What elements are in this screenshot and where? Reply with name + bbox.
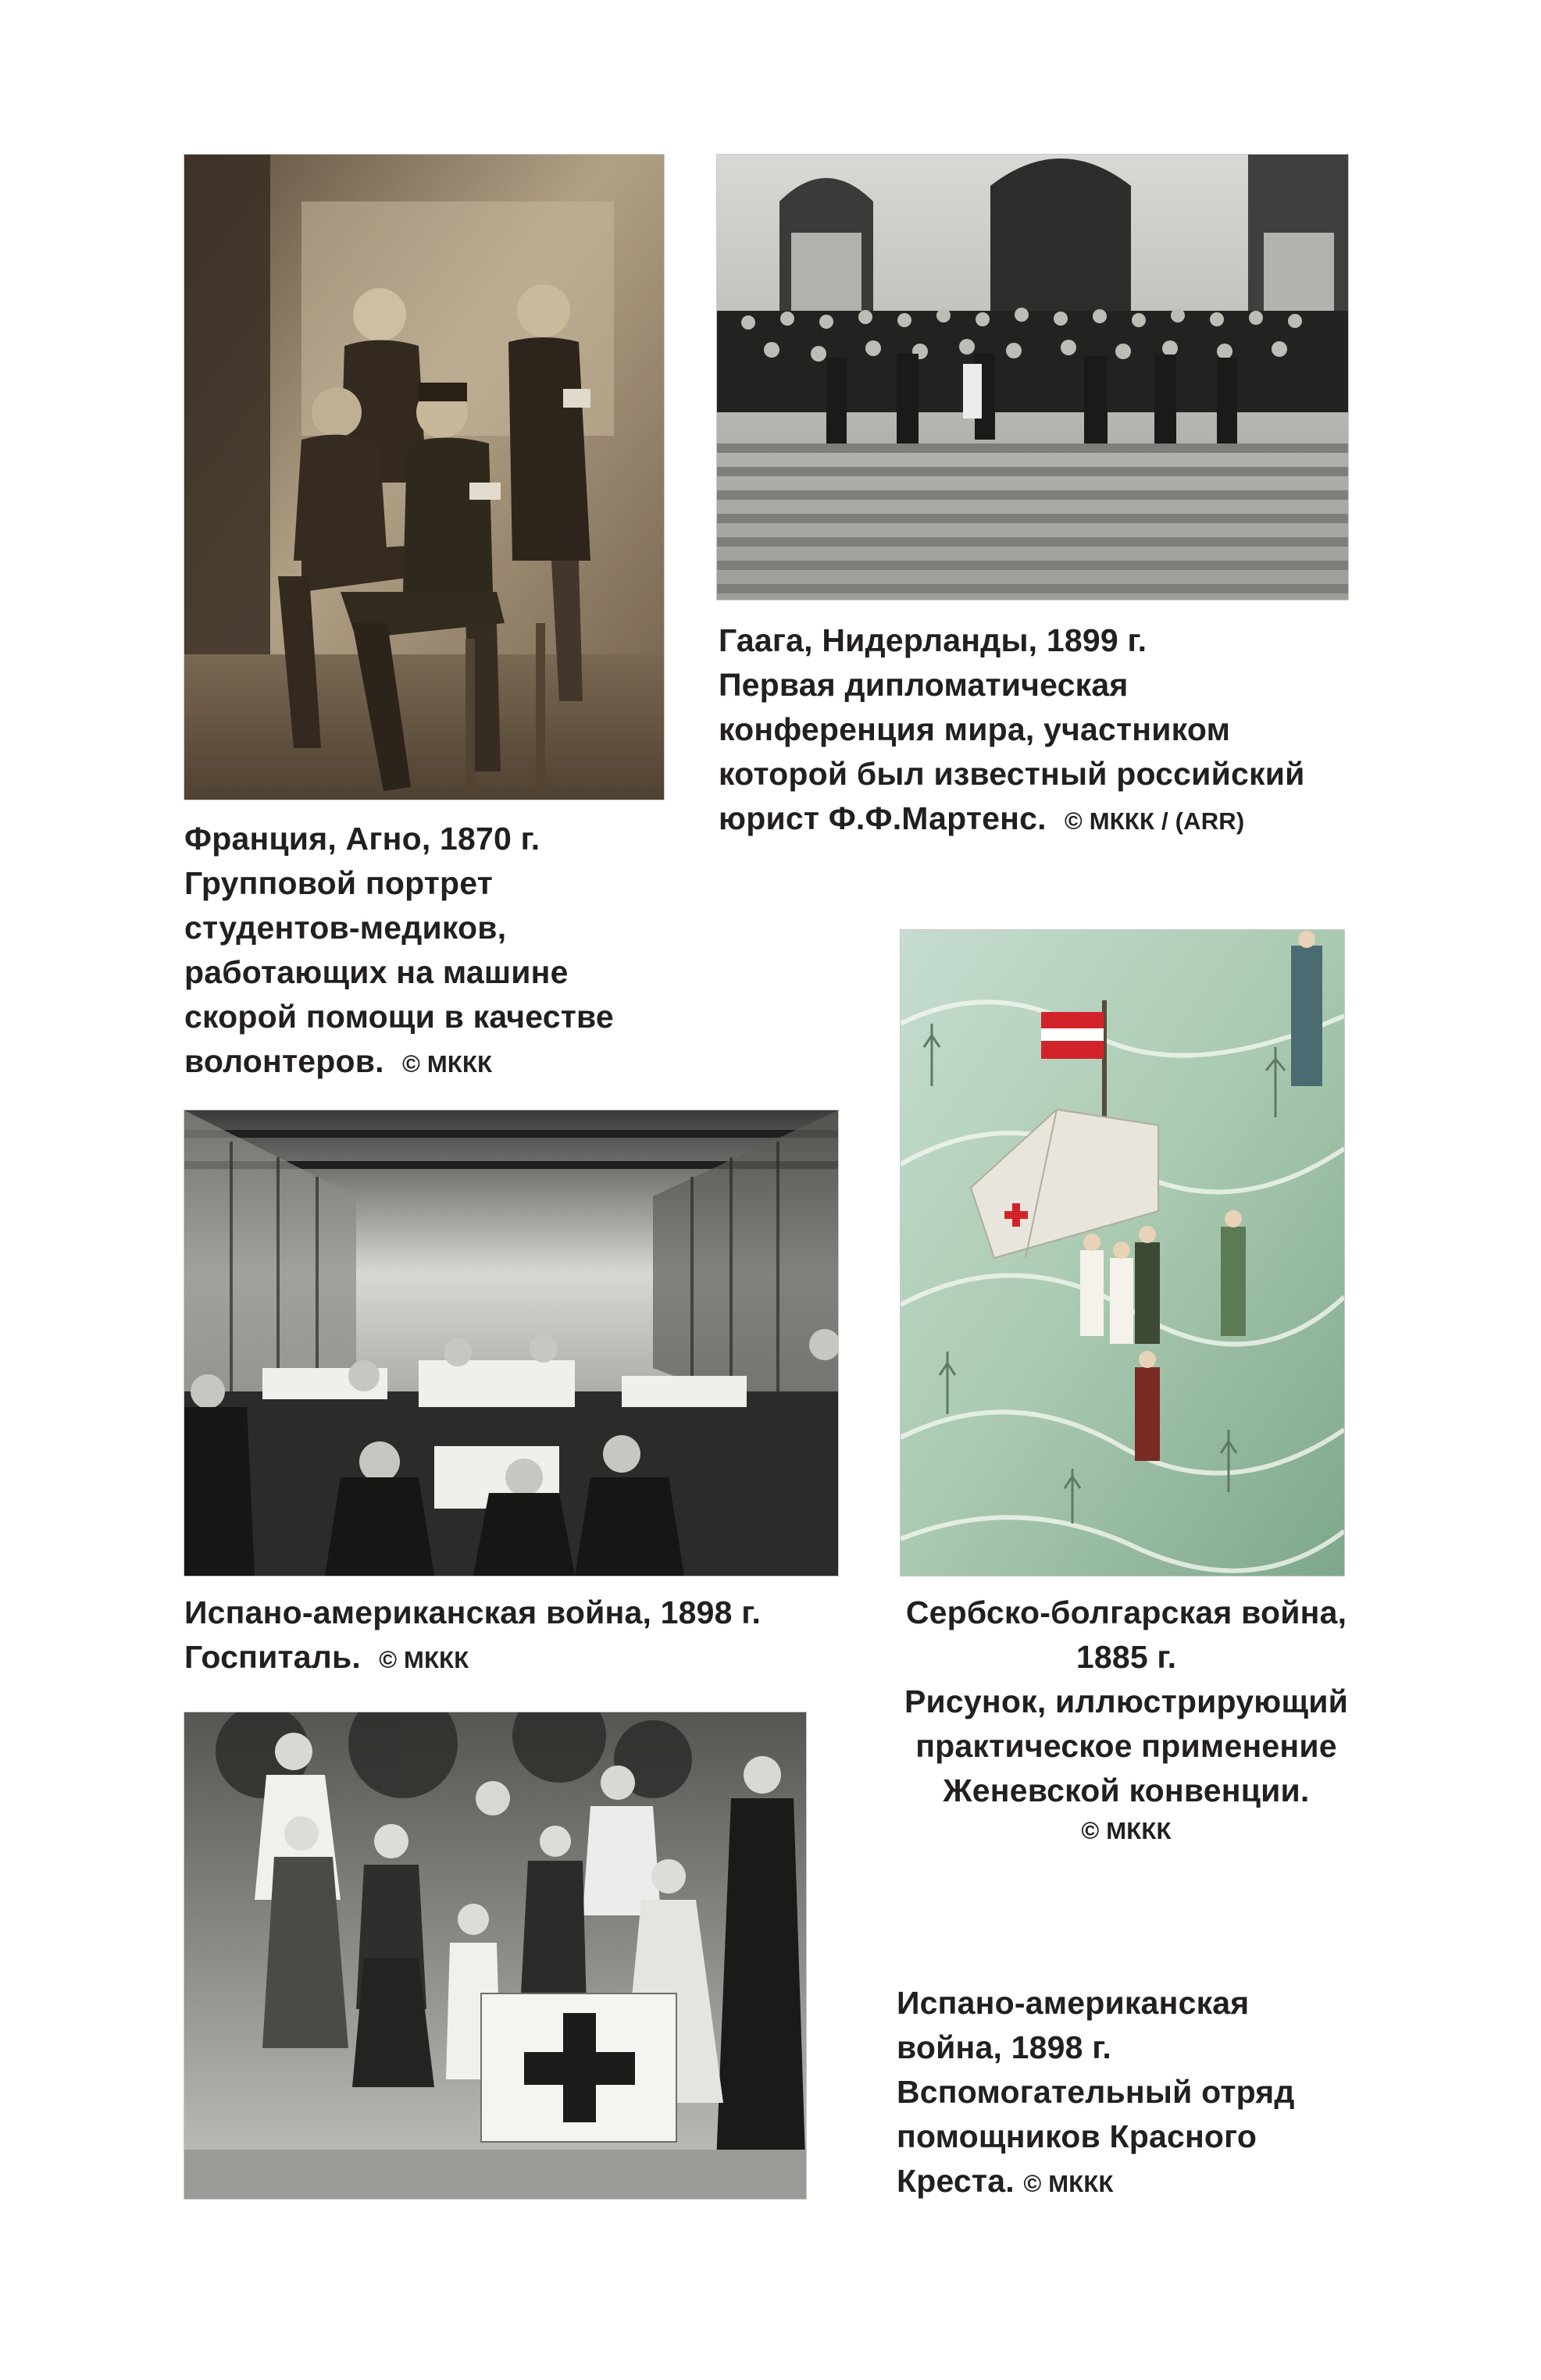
- caption-france-line: студентов-медиков,: [184, 910, 507, 946]
- caption-hague-line: Гаага, Нидерланды, 1899 г.: [719, 622, 1147, 658]
- photo-france-image: [184, 155, 664, 800]
- photo-hague-image: [717, 155, 1348, 600]
- caption-auxiliary-line: Вспомогательный отряд: [897, 2074, 1295, 2110]
- caption-hague-line: конференция мира, участником: [719, 711, 1231, 747]
- caption-serbian-line: практическое применение: [915, 1728, 1337, 1764]
- caption-france: [184, 817, 614, 1086]
- photo-france-medical-students: [184, 155, 664, 800]
- caption-hague-line: которой был известный российский: [719, 756, 1305, 792]
- painting-serbian-image: [901, 930, 1344, 1576]
- caption-hague-line: юрист Ф.Ф.Мартенс.: [719, 800, 1047, 836]
- caption-france-last-line: [184, 1039, 614, 1086]
- photo-hospital: [184, 1110, 838, 1576]
- copyright-credit: © МККК: [379, 1646, 469, 1673]
- photo-hospital-image: [184, 1110, 838, 1576]
- caption-auxiliary-line: Креста.: [897, 2163, 1015, 2199]
- copyright-credit: © МККК: [1023, 2170, 1114, 2197]
- photo-auxiliary-image: [184, 1712, 806, 2199]
- copyright-credit: © МККК: [401, 1050, 493, 1078]
- painting-serbian-bulgarian-war: [901, 930, 1344, 1576]
- caption-serbian-line: Рисунок, иллюстрирующий: [904, 1683, 1349, 1719]
- copyright-credit: © МККК: [1081, 1817, 1172, 1844]
- caption-hospital-line: Госпиталь.: [184, 1639, 361, 1675]
- caption-hospital: [184, 1591, 761, 1682]
- caption-serbian-line: Женевской конвенции.: [943, 1773, 1310, 1808]
- caption-serbian-line: Сербско-болгарская война,: [905, 1594, 1347, 1630]
- caption-france-line: волонтеров.: [184, 1043, 384, 1079]
- caption-hospital-last-line: [184, 1635, 761, 1682]
- caption-auxiliary: [897, 1981, 1295, 2206]
- caption-france-line: скорой помощи в качестве: [184, 999, 614, 1035]
- caption-auxiliary-line: помощников Красного: [897, 2118, 1257, 2154]
- caption-hospital-line: Испано-американская война, 1898 г.: [184, 1594, 762, 1630]
- caption-auxiliary-last-line: [897, 2159, 1295, 2206]
- caption-france-line: работающих на машине: [184, 954, 569, 990]
- caption-hague-line: Первая дипломатическая: [719, 667, 1129, 703]
- caption-serbian: [892, 1591, 1361, 1849]
- caption-france-line: Групповой портрет: [184, 865, 494, 901]
- caption-hague: [719, 618, 1305, 843]
- caption-auxiliary-line: Испано-американская: [897, 1985, 1250, 2021]
- caption-france-line: Франция, Агно, 1870 г.: [184, 821, 540, 857]
- caption-hague-last-line: [719, 796, 1305, 843]
- caption-auxiliary-line: война, 1898 г.: [897, 2029, 1112, 2065]
- photo-hague-conference: [717, 155, 1348, 600]
- photo-red-cross-auxiliary: [184, 1712, 806, 2199]
- copyright-credit: © МККК / (ARR): [1064, 807, 1245, 835]
- caption-serbian-line: 1885 г.: [1075, 1639, 1177, 1675]
